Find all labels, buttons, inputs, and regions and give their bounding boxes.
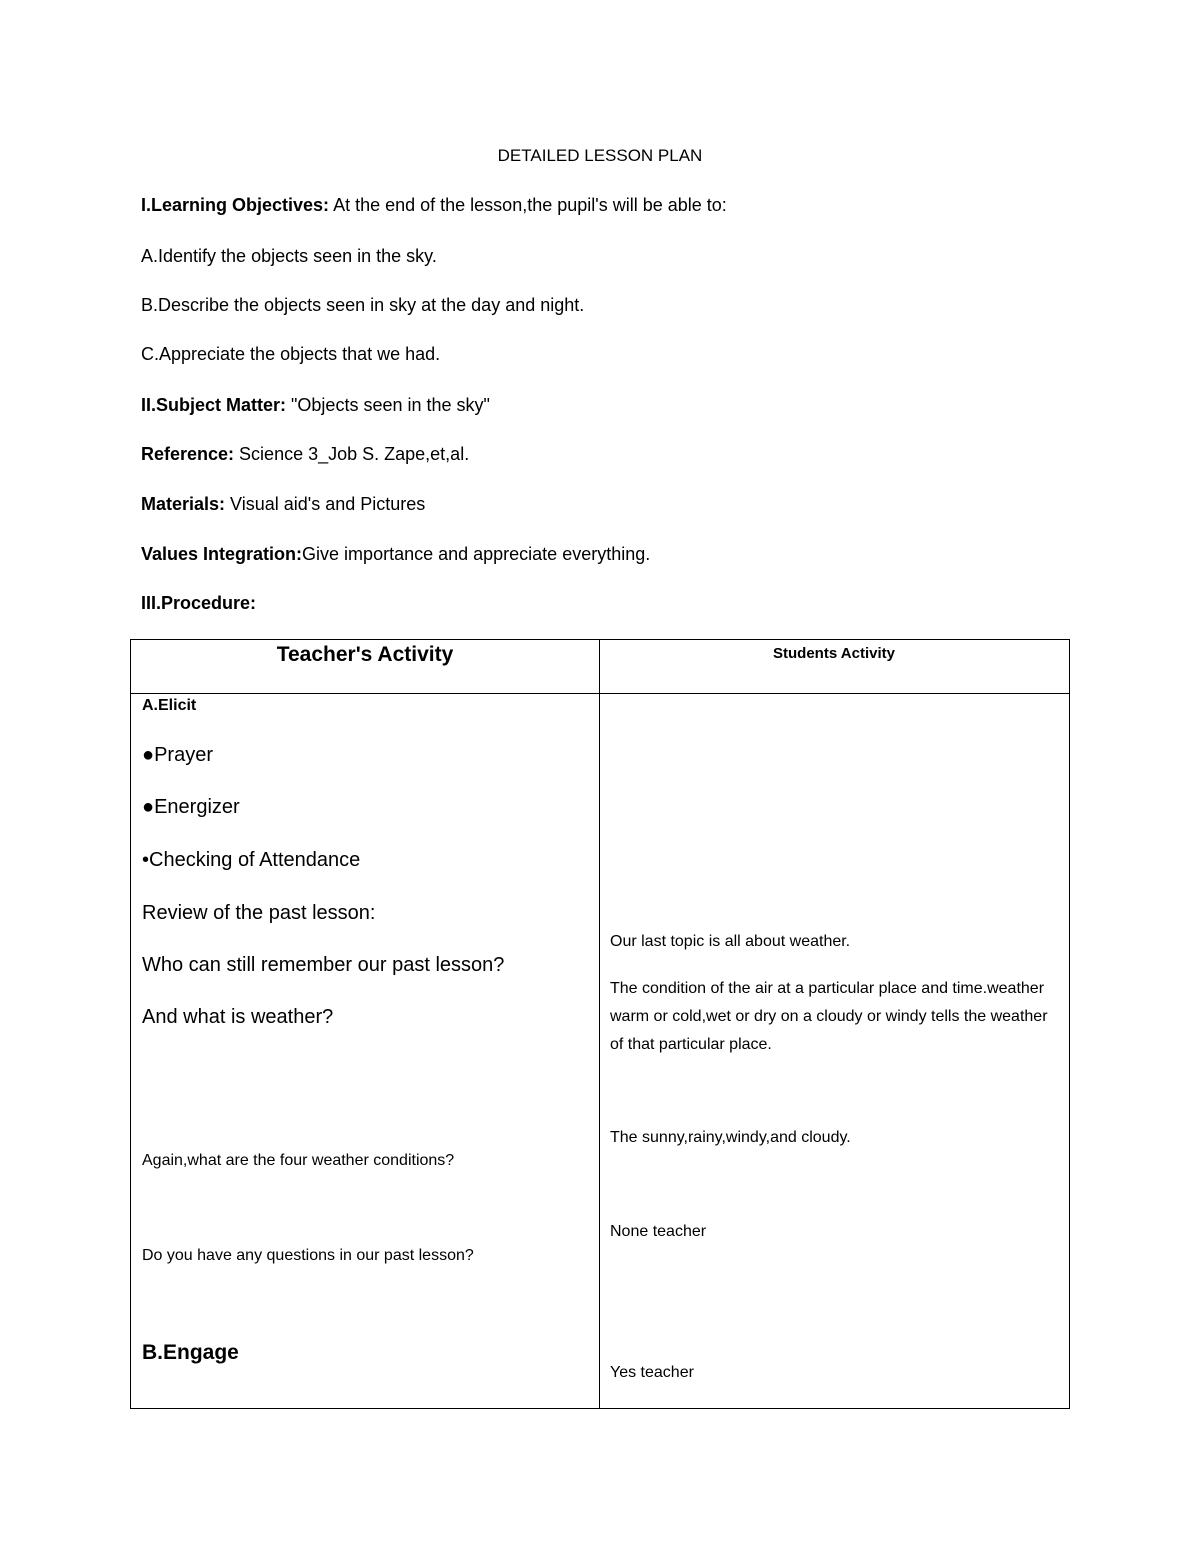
procedure-heading: III.Procedure: [141,593,257,613]
answer-topic: Our last topic is all about weather. [610,933,851,950]
document-title: DETAILED LESSON PLAN [497,146,703,165]
reference-label: Reference: [141,444,235,464]
question-conditions: Again,what are the four weather conditions? [142,1152,455,1169]
answer-conditions: The sunny,rainy,windy,and cloudy. [610,1129,851,1146]
procedure-table [130,639,1070,1409]
objectives-label: I.Learning Objectives: [141,195,330,215]
subject-matter-label: II.Subject Matter: [141,395,287,415]
values-text: Give importance and appreciate everything. [302,544,651,564]
table-column-divider [599,640,600,1408]
answer-yes: Yes teacher [610,1364,694,1381]
teacher-activity-header: Teacher's Activity [276,643,454,666]
values-label: Values Integration: [141,544,303,564]
table-header-divider [131,693,1069,694]
objective-item-c: C.Appreciate the objects that we had. [141,344,441,364]
question-weather: And what is weather? [142,1006,334,1028]
elicit-heading: A.Elicit [142,697,197,714]
attendance-item: •Checking of Attendance [142,849,361,871]
objectives-heading [141,195,727,216]
prayer-item: ●Prayer [142,744,213,766]
materials-text: Visual aid's and Pictures [225,494,426,514]
answer-none: None teacher [610,1223,707,1240]
reference-text: Science 3_Job S. Zape,et,al. [234,444,470,464]
materials-label: Materials: [141,494,226,514]
energizer-item: ●Energizer [142,796,240,818]
materials-line [141,494,425,515]
values-line [141,544,650,565]
subject-matter-text: "Objects seen in the sky" [286,395,490,415]
subject-matter-line [141,395,490,416]
question-remember: Who can still remember our past lesson? [142,954,505,976]
review-heading: Review of the past lesson: [142,902,376,924]
question-any-questions: Do you have any questions in our past lesson? [142,1247,474,1264]
engage-heading: B.Engage [142,1341,239,1364]
students-activity-header: Students Activity [773,645,895,662]
objective-item-b: B.Describe the objects seen in sky at the day and night. [141,295,585,315]
objectives-text: At the end of the lesson,the pupil's will be able to: [329,195,727,215]
answer-weather: The condition of the air at a particular place and time.weather warm or cold,wet or dry on a cloudy or windy tells the weather of that particular place. [610,980,1048,1053]
reference-line [141,444,469,465]
objective-item-a: A.Identify the objects seen in the sky. [141,246,437,266]
